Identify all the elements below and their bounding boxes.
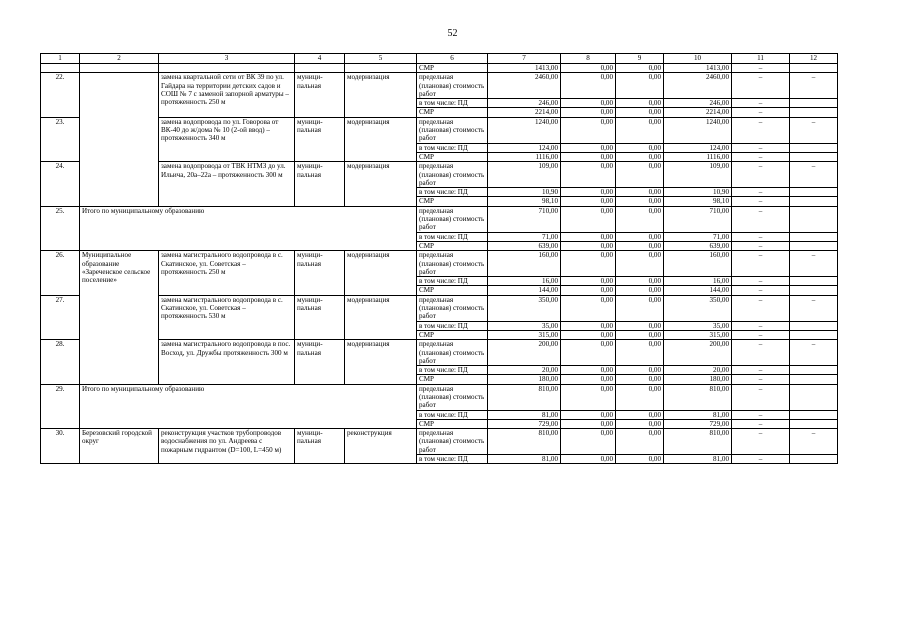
cell-empty	[790, 152, 838, 161]
value-zero: 0,00	[616, 117, 664, 143]
table-row	[41, 206, 838, 232]
value-zero: 0,00	[616, 429, 664, 455]
value-dash: –	[732, 108, 790, 117]
value-zero: 0,00	[616, 375, 664, 384]
value-total: 1240,00	[488, 117, 561, 143]
value-pd: 246,00	[664, 99, 732, 108]
value-zero: 0,00	[616, 162, 664, 188]
cost-type-pd: в том числе: ПД	[417, 366, 488, 375]
value-pd: 81,00	[488, 455, 561, 464]
value-zero: 0,00	[616, 340, 664, 366]
value-pd: 71,00	[664, 232, 732, 241]
value-pd: 16,00	[488, 277, 561, 286]
cost-type-pd: в том числе: ПД	[417, 321, 488, 330]
value-zero: 0,00	[561, 152, 616, 161]
value-total: 1240,00	[664, 117, 732, 143]
value-pd: 81,00	[664, 455, 732, 464]
value-dash: –	[732, 188, 790, 197]
ownership-type: муници-пальная	[295, 251, 345, 295]
value-dash: –	[732, 321, 790, 330]
cost-type-smr: СМР	[417, 375, 488, 384]
cell-empty	[790, 384, 838, 410]
cell-empty	[790, 232, 838, 241]
cell-empty	[790, 410, 838, 419]
value-dash: –	[732, 197, 790, 206]
cell-empty	[790, 321, 838, 330]
value-total: 109,00	[664, 162, 732, 188]
column-number: 6	[417, 54, 488, 64]
value-zero: 0,00	[616, 232, 664, 241]
value-zero: 0,00	[561, 429, 616, 455]
work-type: модернизация	[345, 251, 417, 295]
cell-empty	[790, 108, 838, 117]
cost-type-limit: предельная (плановая) стоимость работ	[417, 206, 488, 232]
value-total: 810,00	[664, 384, 732, 410]
value-dash: –	[732, 162, 790, 188]
value-smr: 729,00	[488, 419, 561, 428]
cell-empty	[790, 188, 838, 197]
work-type: модернизация	[345, 340, 417, 384]
value-dash: –	[732, 143, 790, 152]
table-row	[41, 295, 838, 321]
value-dash: –	[732, 410, 790, 419]
value-zero: 0,00	[616, 64, 664, 73]
value-zero: 0,00	[561, 108, 616, 117]
table-row	[41, 162, 838, 188]
value-total: 350,00	[488, 295, 561, 321]
cost-type-limit: предельная (плановая) стоимость работ	[417, 384, 488, 410]
column-number: 11	[732, 54, 790, 64]
cell-empty	[790, 99, 838, 108]
value-dash: –	[732, 117, 790, 143]
value-total: 350,00	[664, 295, 732, 321]
value-smr: 180,00	[488, 375, 561, 384]
table-row	[41, 73, 838, 99]
cost-type-limit: предельная (плановая) стоимость работ	[417, 429, 488, 455]
row-number: 25.	[41, 206, 80, 250]
cell-empty	[159, 64, 295, 73]
value-zero: 0,00	[561, 73, 616, 99]
column-number-row	[41, 54, 838, 64]
value-total: 810,00	[488, 429, 561, 455]
work-description: реконструкция участков трубопроводов водоснабжения по ул. Андреева с пожарным гидрантом (D=100, L=450 м)	[159, 429, 295, 464]
cell-empty	[790, 197, 838, 206]
cell-empty	[790, 366, 838, 375]
cost-type-smr: СМР	[417, 286, 488, 295]
cost-type-limit: предельная (плановая) стоимость работ	[417, 162, 488, 188]
value-zero: 0,00	[616, 73, 664, 99]
value-dash: –	[732, 455, 790, 464]
value-dash: –	[732, 251, 790, 277]
cost-type-limit: предельная (плановая) стоимость работ	[417, 117, 488, 143]
ownership-type: муници-пальная	[295, 340, 345, 384]
value-dash: –	[732, 295, 790, 321]
value-total: 2460,00	[664, 73, 732, 99]
value-smr: 144,00	[488, 286, 561, 295]
value-total: 1413,00	[664, 64, 732, 73]
value-zero: 0,00	[616, 295, 664, 321]
value-dash: –	[790, 162, 838, 188]
column-number: 10	[664, 54, 732, 64]
value-pd: 35,00	[664, 321, 732, 330]
municipal-entity: Березовский городской округ	[80, 429, 159, 464]
value-zero: 0,00	[616, 410, 664, 419]
cost-type-smr: СМР	[417, 64, 488, 73]
investment-program-table	[40, 53, 838, 464]
column-number: 7	[488, 54, 561, 64]
cost-type-pd: в том числе: ПД	[417, 410, 488, 419]
value-dash: –	[790, 295, 838, 321]
column-number: 3	[159, 54, 295, 64]
value-total: 810,00	[488, 384, 561, 410]
value-zero: 0,00	[616, 108, 664, 117]
value-dash: –	[732, 152, 790, 161]
work-description: замена квартальной сети от ВК 39 по ул. Гайдара на территории детских садов и СОШ № 7 с заменой запорной арматуры – протяженность 250 м	[159, 73, 295, 117]
cell-empty	[345, 64, 417, 73]
value-total: 710,00	[664, 206, 732, 232]
work-description: замена магистрального водопровода в с. Скатинское, ул. Советская – протяженность 250 м	[159, 251, 295, 295]
cost-type-smr: СМР	[417, 419, 488, 428]
value-pd: 124,00	[488, 143, 561, 152]
value-dash: –	[732, 366, 790, 375]
value-zero: 0,00	[616, 206, 664, 232]
value-smr: 2214,00	[488, 108, 561, 117]
value-pd: 20,00	[488, 366, 561, 375]
value-pd: 10,90	[488, 188, 561, 197]
cost-type-smr: СМР	[417, 197, 488, 206]
cell-empty	[80, 64, 159, 73]
ownership-type: муници-пальная	[295, 117, 345, 161]
value-zero: 0,00	[616, 143, 664, 152]
row-number: 29.	[41, 384, 80, 428]
value-dash: –	[790, 340, 838, 366]
value-total: 2460,00	[488, 73, 561, 99]
work-type: модернизация	[345, 162, 417, 206]
row-number: 23.	[41, 117, 80, 161]
value-zero: 0,00	[561, 117, 616, 143]
value-dash: –	[732, 277, 790, 286]
value-dash: –	[732, 206, 790, 232]
value-zero: 0,00	[616, 321, 664, 330]
ownership-type: муници-пальная	[295, 73, 345, 117]
value-pd: 10,90	[664, 188, 732, 197]
cost-type-pd: в том числе: ПД	[417, 143, 488, 152]
cell-empty	[790, 64, 838, 73]
cost-type-pd: в том числе: ПД	[417, 455, 488, 464]
cell-empty	[790, 206, 838, 232]
value-total: 1413,00	[488, 64, 561, 73]
table-row	[41, 384, 838, 410]
value-zero: 0,00	[616, 251, 664, 277]
value-zero: 0,00	[616, 330, 664, 339]
ownership-type: муници-пальная	[295, 429, 345, 464]
value-dash: –	[732, 64, 790, 73]
cost-type-smr: СМР	[417, 241, 488, 250]
ownership-type: муници-пальная	[295, 295, 345, 339]
work-type: модернизация	[345, 295, 417, 339]
row-number: 26.	[41, 251, 80, 295]
value-zero: 0,00	[561, 366, 616, 375]
cost-type-pd: в том числе: ПД	[417, 277, 488, 286]
value-total: 200,00	[664, 340, 732, 366]
value-zero: 0,00	[616, 286, 664, 295]
value-dash: –	[790, 117, 838, 143]
value-dash: –	[732, 241, 790, 250]
value-zero: 0,00	[616, 455, 664, 464]
value-zero: 0,00	[561, 241, 616, 250]
value-pd: 124,00	[664, 143, 732, 152]
value-dash: –	[732, 99, 790, 108]
value-smr: 2214,00	[664, 108, 732, 117]
value-dash: –	[732, 286, 790, 295]
column-number: 1	[41, 54, 80, 64]
value-total: 160,00	[664, 251, 732, 277]
work-description: замена водопровода по ул. Говорова от ВК-40 до ж/дома № 10 (2-ой ввод) – протяженность 340 м	[159, 117, 295, 161]
value-pd: 81,00	[664, 410, 732, 419]
value-zero: 0,00	[561, 162, 616, 188]
value-zero: 0,00	[561, 375, 616, 384]
value-dash: –	[732, 340, 790, 366]
cell-empty	[41, 64, 80, 73]
cost-type-pd: в том числе: ПД	[417, 99, 488, 108]
cost-type-limit: предельная (плановая) стоимость работ	[417, 73, 488, 99]
table-row	[41, 117, 838, 143]
value-pd: 35,00	[488, 321, 561, 330]
column-number: 5	[345, 54, 417, 64]
work-description: замена магистрального водопровода в пос. Восход, ул. Дружбы протяженность 300 м	[159, 340, 295, 384]
cost-type-limit: предельная (плановая) стоимость работ	[417, 251, 488, 277]
value-dash: –	[732, 429, 790, 455]
cell-empty	[295, 64, 345, 73]
value-zero: 0,00	[616, 241, 664, 250]
cost-type-limit: предельная (плановая) стоимость работ	[417, 340, 488, 366]
value-zero: 0,00	[616, 384, 664, 410]
work-description: замена водопровода от ТВК НТМЗ до ул. Ильича, 20а–22а – протяженность 300 м	[159, 162, 295, 206]
cell-empty	[80, 73, 159, 206]
municipal-entity: Муниципальное образование «Зареченское сельское поселение»	[80, 251, 159, 384]
value-zero: 0,00	[561, 277, 616, 286]
value-zero: 0,00	[561, 286, 616, 295]
value-smr: 315,00	[664, 330, 732, 339]
value-zero: 0,00	[616, 366, 664, 375]
work-description: замена магистрального водопровода в с. Скатинское, ул. Советская – протяженность 530 м	[159, 295, 295, 339]
work-type: реконструкция	[345, 429, 417, 464]
column-number: 8	[561, 54, 616, 64]
value-dash: –	[790, 429, 838, 455]
value-zero: 0,00	[561, 384, 616, 410]
cost-type-pd: в том числе: ПД	[417, 232, 488, 241]
value-zero: 0,00	[561, 64, 616, 73]
value-zero: 0,00	[561, 206, 616, 232]
value-smr: 98,10	[664, 197, 732, 206]
value-total: 810,00	[664, 429, 732, 455]
value-dash: –	[790, 251, 838, 277]
value-total: 710,00	[488, 206, 561, 232]
value-smr: 1116,00	[664, 152, 732, 161]
cell-empty	[790, 241, 838, 250]
row-number: 24.	[41, 162, 80, 206]
column-number: 2	[80, 54, 159, 64]
value-pd: 20,00	[664, 366, 732, 375]
cell-empty	[790, 330, 838, 339]
row-number: 30.	[41, 429, 80, 464]
cell-empty	[790, 455, 838, 464]
value-zero: 0,00	[616, 188, 664, 197]
value-smr: 729,00	[664, 419, 732, 428]
value-zero: 0,00	[561, 330, 616, 339]
value-smr: 639,00	[664, 241, 732, 250]
table-row	[41, 340, 838, 366]
cell-empty	[790, 143, 838, 152]
value-zero: 0,00	[561, 232, 616, 241]
page-number: 52	[447, 28, 458, 39]
column-number: 9	[616, 54, 664, 64]
column-number: 12	[790, 54, 838, 64]
value-zero: 0,00	[561, 188, 616, 197]
subtotal-label: Итого по муниципальному образованию	[80, 384, 417, 428]
value-zero: 0,00	[616, 277, 664, 286]
value-dash: –	[790, 73, 838, 99]
value-dash: –	[732, 330, 790, 339]
value-zero: 0,00	[561, 143, 616, 152]
value-zero: 0,00	[561, 99, 616, 108]
value-smr: 98,10	[488, 197, 561, 206]
subtotal-label: Итого по муниципальному образованию	[80, 206, 417, 250]
cost-type-pd: в том числе: ПД	[417, 188, 488, 197]
value-pd: 81,00	[488, 410, 561, 419]
value-zero: 0,00	[561, 295, 616, 321]
value-zero: 0,00	[561, 455, 616, 464]
value-dash: –	[732, 232, 790, 241]
value-dash: –	[732, 73, 790, 99]
table-row	[41, 251, 838, 277]
value-dash: –	[732, 375, 790, 384]
cell-empty	[790, 419, 838, 428]
work-type: модернизация	[345, 117, 417, 161]
cost-type-smr: СМР	[417, 108, 488, 117]
value-zero: 0,00	[561, 340, 616, 366]
row-number: 22.	[41, 73, 80, 117]
value-smr: 1116,00	[488, 152, 561, 161]
value-zero: 0,00	[616, 197, 664, 206]
cost-type-smr: СМР	[417, 152, 488, 161]
table-row	[41, 429, 838, 455]
value-zero: 0,00	[561, 321, 616, 330]
value-zero: 0,00	[561, 197, 616, 206]
value-pd: 71,00	[488, 232, 561, 241]
value-zero: 0,00	[616, 99, 664, 108]
row-number: 28.	[41, 340, 80, 384]
value-smr: 144,00	[664, 286, 732, 295]
cell-empty	[790, 277, 838, 286]
value-smr: 639,00	[488, 241, 561, 250]
value-smr: 180,00	[664, 375, 732, 384]
work-type: модернизация	[345, 73, 417, 117]
value-pd: 246,00	[488, 99, 561, 108]
row-number: 27.	[41, 295, 80, 339]
value-total: 200,00	[488, 340, 561, 366]
cost-type-smr: СМР	[417, 330, 488, 339]
value-dash: –	[732, 384, 790, 410]
value-total: 160,00	[488, 251, 561, 277]
value-total: 109,00	[488, 162, 561, 188]
cost-type-limit: предельная (плановая) стоимость работ	[417, 295, 488, 321]
table-row	[41, 64, 838, 73]
value-zero: 0,00	[561, 410, 616, 419]
cell-empty	[790, 375, 838, 384]
value-smr: 315,00	[488, 330, 561, 339]
value-zero: 0,00	[616, 152, 664, 161]
value-zero: 0,00	[561, 419, 616, 428]
value-zero: 0,00	[561, 251, 616, 277]
value-zero: 0,00	[616, 419, 664, 428]
column-number: 4	[295, 54, 345, 64]
value-pd: 16,00	[664, 277, 732, 286]
ownership-type: муници-пальная	[295, 162, 345, 206]
value-dash: –	[732, 419, 790, 428]
cell-empty	[790, 286, 838, 295]
